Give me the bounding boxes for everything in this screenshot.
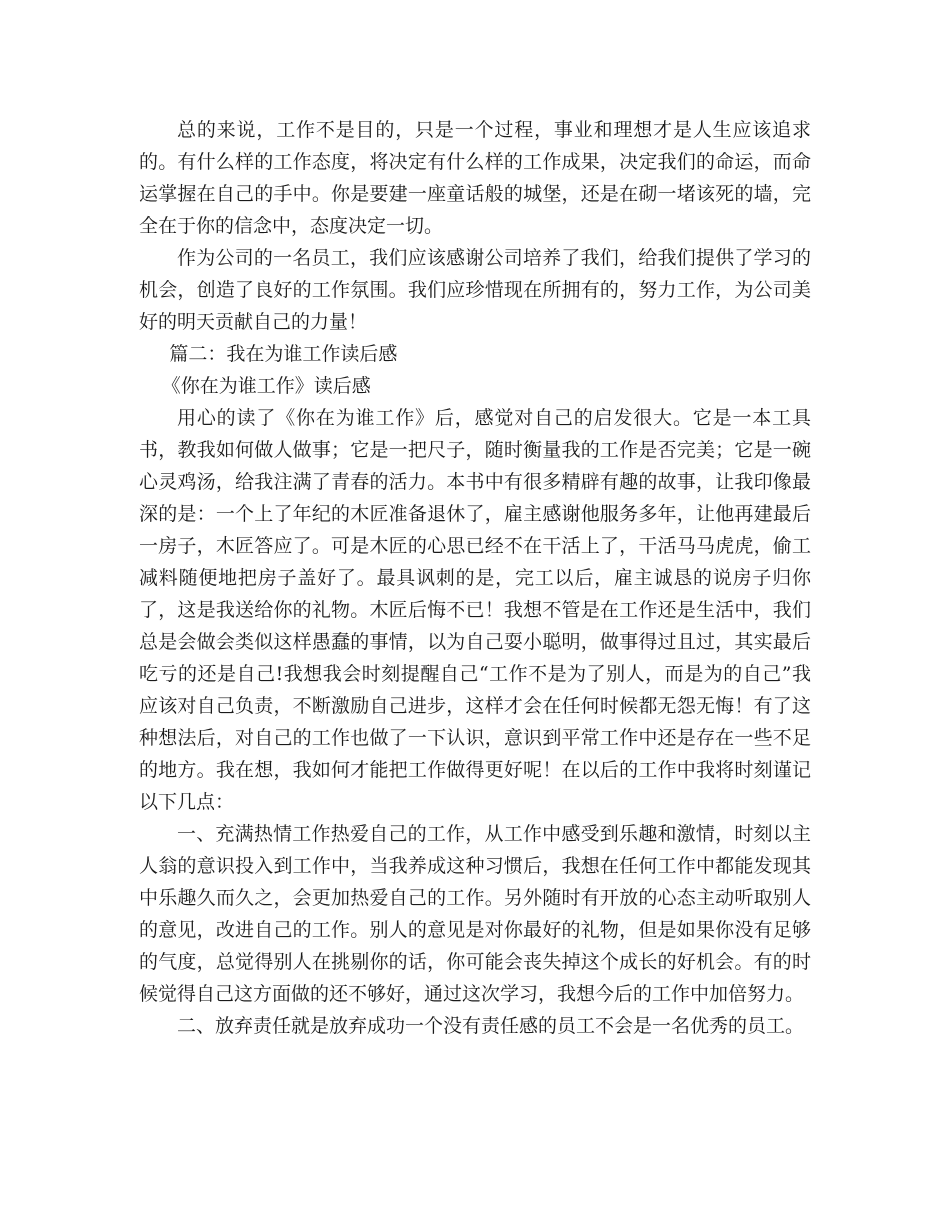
- paragraph-point-two: 二、放弃责任就是放弃成功一个没有责任感的员工不会是一名优秀的员工。: [177, 1015, 805, 1037]
- paragraph-point-one: 一、充满热情工作热爱自己的工作，从工作中感受到乐趣和激情，时刻以主人翁的意识投入到工作中，当我养成这种习惯后，我想在任何工作中都能发现其中乐趣久而久之，会更加热爱自己的工作。另外随时有开放的心态主动听取别人的意见，改进自己的工作。别人的意见是对你最好的礼物，但是如果你没有足够的气度，总觉得别人在挑剔你的话，你可能会丧失掉这个成长的好机会。有的时候觉得自己这方面做的还不够好，通过这次学习，我想今后的工作中加倍努力。: [139, 823, 811, 1005]
- article-title: 《你在为谁工作》读后感: [161, 375, 371, 397]
- paragraph-company-thanks: 作为公司的一名员工，我们应该感谢公司培养了我们，给我们提供了学习的机会，创造了良好的工作氛围。我们应珍惜现在所拥有的，努力工作，为公司美好的明天贡献自己的力量！: [139, 247, 811, 333]
- section-heading: 篇二：我在为谁工作读后感: [169, 343, 398, 365]
- paragraph-summary: 总的来说，工作不是目的，只是一个过程，事业和理想才是人生应该追求的。有什么样的工作态度，将决定有什么样的工作成果，决定我们的命运，而命运掌握在自己的手中。你是要建一座童话般的城堡，还是在砌一堵该死的墙，完全在于你的信念中，态度决定一切。: [139, 119, 811, 237]
- paragraph-reading-reflection: 用心的读了《你在为谁工作》后，感觉对自己的启发很大。它是一本工具书，教我如何做人做事；它是一把尺子，随时衡量我的工作是否完美；它是一碗心灵鸡汤，给我注满了青春的活力。本书中有很多精辟有趣的故事，让我印像最深的是：一个上了年纪的木匠准备退休了，雇主感谢他服务多年，让他再建最后一房子，木匠答应了。可是木匠的心思已经不在干活上了，干活马马虎虎，偷工减料随便地把房子盖好了。最具讽刺的是，完工以后，雇主诚恳的说房子归你了，这是我送给你的礼物。木匠后悔不已！我想不管是在工作还是生活中，我们总是会做会类似这样愚蠢的事情，以为自己耍小聪明，做事得过且过，其实最后吃亏的还是自己!我想我会时刻提醒自己“工作不是为了别人，而是为的自己”我应该对自己负责，不断激励自己进步，这样才会在任何时候都无怨无悔！有了这种想法后，对自己的工作也做了一下认识，意识到平常工作中还是存在一些不足的地方。我在想，我如何才能把工作做得更好呢！在以后的工作中我将时刻谨记以下几点：: [139, 407, 811, 813]
- document-body: [139, 114, 811, 1042]
